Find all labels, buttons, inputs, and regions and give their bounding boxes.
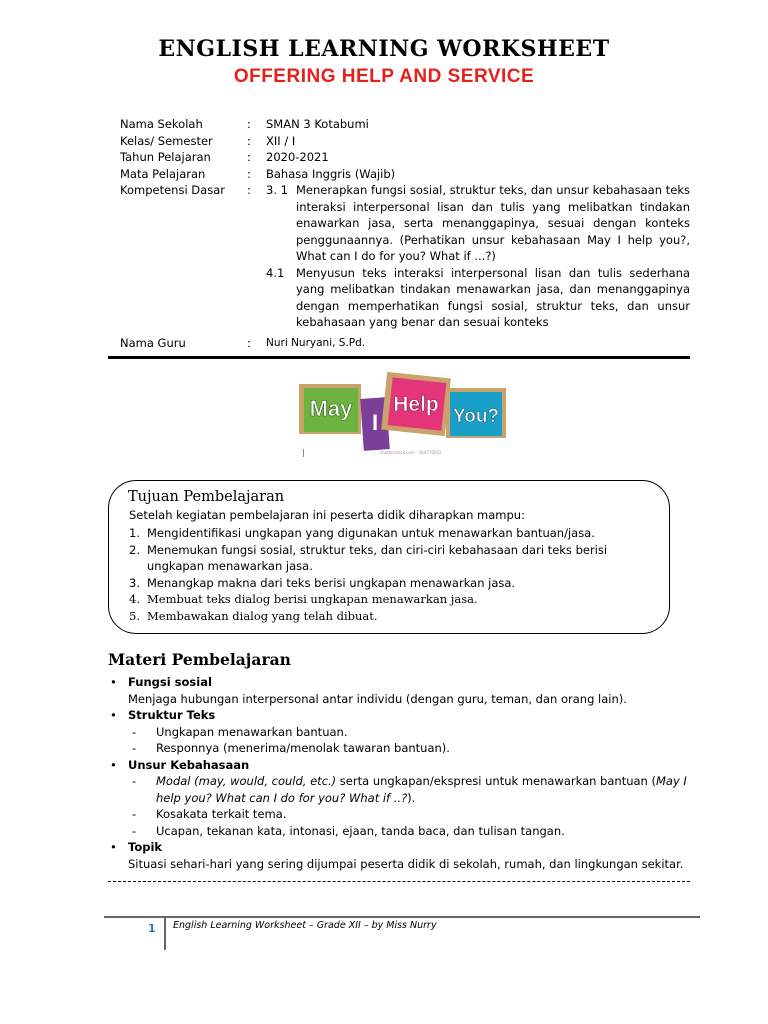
competency-text: Menyusun teks interaksi interpersonal lisan dan tulis sederhana yang melibatkan tindakan menawarkan jasa, dan menanggapinya dengan memperhatikan fungsi sosial, struktur teks, dan unsur kebahasaan yang benar dan sesuai konteks [296, 265, 690, 329]
list-item [129, 591, 659, 608]
bullet: • [110, 757, 117, 772]
italic-text: May I help you? What can I do for you? What if ..? [156, 774, 687, 805]
info-row-school [120, 116, 690, 133]
dash: - [132, 741, 137, 755]
dash: - [132, 774, 137, 788]
section-title: Unsur Kebahasaan [128, 757, 250, 772]
bullet: • [110, 840, 117, 854]
bullet: • [110, 675, 117, 689]
italic-text: Modal (may, would, could, etc.) [156, 774, 337, 788]
info-colon: : [247, 133, 251, 148]
info-value: SMAN 3 Kotabumi [266, 117, 369, 131]
banner-caption: shutterstock.com · 364770203 [380, 450, 442, 455]
objectives-list [129, 525, 659, 624]
competency-text: Menerapkan fungsi sosial, struktur teks, dan unsur kebahasaan teks interaksi interpersonal lisan dan tulis yang melibatkan tindakan enawarkan jasa, serta menanggapinya, sesuai dengan konteks penggunaannya. (Perhatikan unsur kebahasaan May I help you?, What can I do for you? What if ...?) [296, 183, 690, 263]
materials-section-fungsi [108, 674, 708, 707]
info-row-subject [120, 166, 690, 183]
sub-item [128, 823, 708, 840]
section-title: Struktur Teks [128, 708, 216, 722]
competency-list [266, 182, 690, 331]
objectives-intro: Setelah kegiatan pembelajaran ini peserta didik diharapkan mampu: [129, 508, 525, 522]
sub-item-text: Ungkapan menawarkan bantuan. [156, 724, 348, 739]
item-number: 2. [129, 542, 140, 557]
sub-item-text: Ucapan, tekanan kata, intonasi, ejaan, tanda baca, dan tulisan tangan. [156, 823, 565, 838]
info-value: Bahasa Inggris (Wajib) [266, 166, 396, 181]
item-number: 3. [129, 575, 140, 590]
item-number: 4. [129, 592, 140, 606]
item-number: 1. [129, 526, 140, 540]
info-colon: : [247, 335, 251, 350]
objectives-heading: Tujuan Pembelajaran [128, 489, 285, 505]
info-row-year [120, 149, 690, 166]
info-value: XII / I [266, 133, 296, 148]
section-title: Fungsi sosial [128, 675, 212, 689]
header-divider [108, 356, 690, 359]
list-item [129, 608, 659, 625]
item-text: Membawakan dialog yang telah dibuat. [147, 608, 378, 623]
info-value: 2020-2021 [266, 150, 329, 164]
info-label: Nama Sekolah [120, 117, 203, 131]
info-colon: : [247, 117, 251, 131]
dashed-divider [108, 881, 690, 882]
info-row-class [120, 133, 690, 150]
dash: - [132, 724, 137, 739]
sub-item-text: Responnya (menerima/menolak tawaran bantuan). [156, 741, 450, 755]
info-label: Kelas/ Semester [120, 133, 213, 148]
item-number: 5. [129, 608, 140, 623]
section-text: Situasi sehari-hari yang sering dijumpai peserta didik di sekolah, rumah, dan lingkungan sekitar. [128, 856, 684, 871]
sub-item [128, 740, 708, 757]
page-number: 1 [148, 922, 156, 935]
sub-item-text: Kosakata terkait tema. [156, 807, 287, 821]
competency-number: 3. 1 [266, 183, 288, 197]
item-text: Membuat teks dialog berisi ungkapan menawarkan jasa. [147, 592, 478, 606]
page-title: ENGLISH LEARNING WORKSHEET [158, 36, 610, 62]
section-title: Topik [128, 840, 163, 854]
info-label: Nama Guru [120, 335, 186, 350]
item-text: Menangkap makna dari teks berisi ungkapan menawarkan jasa. [147, 575, 516, 590]
info-colon: : [247, 166, 251, 181]
footer-divider [104, 916, 700, 918]
sub-item [128, 724, 708, 741]
page-subtitle: OFFERING HELP AND SERVICE [233, 66, 535, 87]
competency-item [266, 265, 690, 331]
sub-item [128, 806, 708, 823]
sub-item [128, 773, 708, 806]
info-label: Tahun Pelajaran [120, 150, 211, 164]
identity-table [120, 116, 690, 351]
banner-word-help: Help [393, 393, 439, 416]
materials-section-unsur [108, 757, 708, 840]
learning-objectives-box [108, 480, 670, 634]
banner-word-you: You? [452, 406, 500, 427]
item-text: Menemukan fungsi sosial, struktur teks, dan ciri-ciri kebahasaan dari teks berisi ungkapan menawarkan jasa. [147, 542, 608, 573]
list-item [129, 575, 659, 592]
may-i-help-you-banner [296, 370, 510, 460]
materials-list [108, 674, 708, 872]
info-value: Nuri Nuryani, S.Pd. [266, 336, 366, 349]
plain-text: serta ungkapan/ekspresi untuk menawarkan bantuan ( [336, 774, 656, 788]
item-text: Mengidentifikasi ungkapan yang digunakan untuk menawarkan bantuan/jasa. [147, 526, 595, 540]
footer-vertical-divider [164, 916, 166, 950]
info-row-teacher [120, 335, 690, 352]
section-text: Menjaga hubungan interpersonal antar individu (dengan guru, teman, dan orang lain). [128, 691, 627, 706]
info-label: Mata Pelajaran [120, 166, 206, 181]
dash: - [132, 807, 137, 821]
info-label: Kompetensi Dasar [120, 183, 225, 197]
sub-item-text [156, 773, 708, 806]
info-row-competency [120, 182, 690, 331]
dash: - [132, 823, 137, 838]
info-colon: : [247, 183, 251, 197]
materials-section-struktur [108, 707, 708, 757]
materials-heading: Materi Pembelajaran [108, 650, 291, 669]
plain-text: ). [407, 790, 416, 805]
info-colon: : [247, 150, 251, 164]
banner-word-i: I [371, 410, 379, 435]
banner-mark [303, 449, 304, 457]
list-item [129, 542, 659, 575]
footer-text: English Learning Worksheet – Grade XII – by Miss Nurry [173, 920, 437, 931]
banner-word-may: May [309, 396, 353, 421]
competency-number: 4.1 [266, 265, 285, 280]
materials-section-topik [108, 839, 708, 872]
competency-item [266, 182, 690, 265]
bullet: • [110, 708, 117, 722]
list-item [129, 525, 659, 542]
